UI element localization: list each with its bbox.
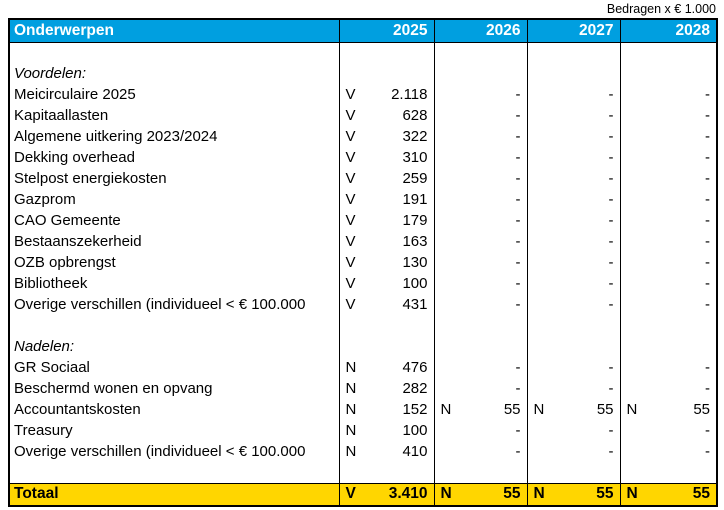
amount-sign: V: [345, 191, 356, 208]
amount-value: -: [608, 275, 614, 292]
amount-cell: [434, 462, 527, 483]
amount-value: -: [515, 191, 521, 208]
amount-cell: [527, 357, 620, 378]
amount-value: 163: [402, 233, 428, 250]
amount-cell: [339, 462, 434, 483]
amount-value: -: [608, 212, 614, 229]
amount-cell: [339, 42, 434, 63]
amount-cell: [527, 315, 620, 336]
amount-cell: [527, 168, 620, 189]
amount-cell: [434, 378, 527, 399]
budget-table: [8, 18, 718, 507]
amount-cell: [527, 462, 620, 483]
amount-sign: N: [345, 380, 357, 397]
amount-cell: [339, 336, 434, 357]
amount-cell: [339, 84, 434, 105]
amount-sign: N: [440, 401, 452, 418]
amount-value: -: [705, 191, 710, 208]
amount-cell: [434, 63, 527, 84]
table-row: [9, 273, 717, 294]
amount-value: 191: [402, 191, 428, 208]
amount-value: -: [608, 233, 614, 250]
amount-cell: [527, 63, 620, 84]
row-label: Stelpost energiekosten: [9, 168, 339, 189]
amount-cell: [527, 420, 620, 441]
amount-cell: [620, 273, 717, 294]
amount-cell: [527, 336, 620, 357]
table-row: [9, 294, 717, 315]
amount-cell: [339, 315, 434, 336]
amount-cell: [620, 105, 717, 126]
amount-cell: [620, 210, 717, 231]
amount-value: -: [515, 212, 521, 229]
table-row: [9, 315, 717, 336]
amount-value: -: [608, 107, 614, 124]
amount-value: -: [705, 212, 710, 229]
amount-value: 628: [402, 107, 428, 124]
total-value-2028: 55: [692, 485, 710, 503]
amount-value: -: [705, 275, 710, 292]
amount-value: -: [515, 275, 521, 292]
amount-value: -: [608, 86, 614, 103]
amount-cell: [434, 210, 527, 231]
amount-value: -: [608, 191, 614, 208]
row-label: [9, 462, 339, 483]
amount-sign: V: [345, 149, 356, 166]
amount-cell: [339, 105, 434, 126]
amount-cell: [434, 126, 527, 147]
amount-cell: [527, 399, 620, 420]
amount-cell: [620, 315, 717, 336]
amount-sign: N: [345, 401, 357, 418]
amount-value: 179: [402, 212, 428, 229]
amount-cell: [434, 189, 527, 210]
amount-cell: [620, 252, 717, 273]
amount-cell: [527, 147, 620, 168]
amount-cell: [620, 189, 717, 210]
amount-sign: N: [345, 359, 357, 376]
table-row: [9, 147, 717, 168]
total-value-2025: 3.410: [388, 485, 428, 503]
amount-cell: [527, 441, 620, 462]
amount-cell: [434, 336, 527, 357]
amount-cell: [620, 336, 717, 357]
amount-value: 100: [402, 275, 428, 292]
amount-cell: [434, 273, 527, 294]
amount-sign: V: [345, 212, 356, 229]
amount-cell: [620, 357, 717, 378]
amount-cell: [434, 441, 527, 462]
total-sign-2026: N: [440, 485, 452, 503]
amount-cell: [620, 462, 717, 483]
header-onderwerpen: Onderwerpen: [9, 19, 339, 42]
amount-cell: [339, 399, 434, 420]
amount-cell: [339, 420, 434, 441]
amount-value: -: [705, 254, 710, 271]
amount-value: 100: [402, 422, 428, 439]
amount-value: -: [515, 380, 521, 397]
amount-value: 55: [693, 401, 710, 418]
amount-value: -: [705, 86, 710, 103]
amount-value: -: [705, 107, 710, 124]
table-row: [9, 441, 717, 462]
amount-cell: [527, 42, 620, 63]
table-row: [9, 252, 717, 273]
amount-value: 310: [402, 149, 428, 166]
amount-cell: [620, 42, 717, 63]
amount-cell: [620, 168, 717, 189]
amount-value: -: [515, 149, 521, 166]
row-label: Treasury: [9, 420, 339, 441]
amount-cell: [527, 210, 620, 231]
amount-cell: [339, 189, 434, 210]
amount-cell: [339, 168, 434, 189]
total-cell-2025: [339, 483, 434, 506]
amount-cell: [434, 105, 527, 126]
total-cell-2026: [434, 483, 527, 506]
header-year-2028: 2028: [620, 19, 717, 42]
amount-value: -: [705, 380, 710, 397]
amount-sign: V: [345, 254, 356, 271]
header-year-2027: 2027: [527, 19, 620, 42]
amount-cell: [434, 315, 527, 336]
amount-value: -: [515, 254, 521, 271]
header-row: [9, 19, 717, 42]
amount-cell: [339, 273, 434, 294]
amount-sign: V: [345, 233, 356, 250]
table-row: [9, 231, 717, 252]
total-value-2027: 55: [596, 485, 614, 503]
amount-cell: [339, 63, 434, 84]
table-row: [9, 42, 717, 63]
total-sign-2025: V: [345, 485, 356, 503]
row-label: GR Sociaal: [9, 357, 339, 378]
amount-value: -: [608, 296, 614, 313]
amount-cell: [434, 420, 527, 441]
row-label: [9, 42, 339, 63]
amount-value: -: [705, 149, 710, 166]
table-row: [9, 105, 717, 126]
amount-cell: [339, 378, 434, 399]
table-row: [9, 189, 717, 210]
amount-value: 410: [402, 443, 428, 460]
amount-cell: [434, 147, 527, 168]
row-label: Bibliotheek: [9, 273, 339, 294]
amount-value: 130: [402, 254, 428, 271]
amount-cell: [620, 84, 717, 105]
amount-value: -: [705, 443, 710, 460]
table-body: [9, 42, 717, 483]
amount-value: -: [705, 233, 710, 250]
amount-value: -: [608, 443, 614, 460]
amount-value: -: [705, 170, 710, 187]
amount-cell: [527, 378, 620, 399]
amount-cell: [620, 378, 717, 399]
amount-value: 259: [402, 170, 428, 187]
amount-value: -: [515, 86, 521, 103]
amount-value: -: [515, 170, 521, 187]
table-row: [9, 378, 717, 399]
amount-value: 55: [596, 401, 614, 418]
amount-cell: [527, 84, 620, 105]
total-row: [9, 483, 717, 506]
header-year-2025: 2025: [339, 19, 434, 42]
row-label: Nadelen:: [9, 336, 339, 357]
row-label: Overige verschillen (individueel < € 100.000: [9, 441, 339, 462]
amount-cell: [434, 357, 527, 378]
amount-value: -: [515, 107, 521, 124]
row-label: Voordelen:: [9, 63, 339, 84]
table-row: [9, 399, 717, 420]
amount-value: -: [515, 359, 521, 376]
total-value-2026: 55: [503, 485, 521, 503]
amount-cell: [527, 189, 620, 210]
amount-value: -: [705, 359, 710, 376]
amount-value: -: [705, 128, 710, 145]
row-label: Kapitaallasten: [9, 105, 339, 126]
amount-cell: [339, 441, 434, 462]
amount-cell: [339, 231, 434, 252]
amount-value: -: [608, 380, 614, 397]
row-label: CAO Gemeente: [9, 210, 339, 231]
table-row: [9, 357, 717, 378]
table-row: [9, 126, 717, 147]
amount-cell: [527, 294, 620, 315]
table-row: [9, 462, 717, 483]
amount-cell: [339, 147, 434, 168]
amount-cell: [527, 231, 620, 252]
amount-cell: [620, 63, 717, 84]
amount-cell: [339, 126, 434, 147]
amount-sign: N: [533, 401, 545, 418]
table-row: [9, 168, 717, 189]
amount-cell: [339, 357, 434, 378]
amount-cell: [339, 210, 434, 231]
total-cell-2028: [620, 483, 717, 506]
amount-cell: [434, 168, 527, 189]
row-label: Overige verschillen (individueel < € 100.000: [9, 294, 339, 315]
amount-value: -: [608, 170, 614, 187]
amount-value: -: [515, 128, 521, 145]
amount-cell: [620, 294, 717, 315]
amount-value: -: [705, 422, 710, 439]
amount-value: 476: [402, 359, 428, 376]
header-year-2026: 2026: [434, 19, 527, 42]
row-label: Beschermd wonen en opvang: [9, 378, 339, 399]
amount-value: -: [515, 443, 521, 460]
amount-value: 55: [503, 401, 521, 418]
amount-sign: V: [345, 107, 356, 124]
amount-cell: [527, 105, 620, 126]
amount-sign: V: [345, 128, 356, 145]
amount-cell: [527, 126, 620, 147]
total-sign-2028: N: [626, 485, 638, 503]
total-cell-2027: [527, 483, 620, 506]
amount-sign: V: [345, 170, 356, 187]
amount-cell: [620, 147, 717, 168]
table-row: [9, 420, 717, 441]
amount-cell: [620, 441, 717, 462]
amount-value: -: [515, 233, 521, 250]
row-label: [9, 315, 339, 336]
amount-cell: [620, 420, 717, 441]
amount-sign: V: [345, 86, 356, 103]
table-row: [9, 210, 717, 231]
amount-value: -: [515, 422, 521, 439]
amount-cell: [434, 294, 527, 315]
amount-sign: V: [345, 275, 356, 292]
amount-cell: [434, 252, 527, 273]
amount-value: 431: [402, 296, 428, 313]
row-label: Meicirculaire 2025: [9, 84, 339, 105]
row-label: Bestaanszekerheid: [9, 231, 339, 252]
amount-sign: N: [345, 422, 357, 439]
amount-cell: [434, 42, 527, 63]
amount-value: 282: [402, 380, 428, 397]
amount-cell: [339, 294, 434, 315]
amount-cell: [620, 399, 717, 420]
amount-cell: [434, 84, 527, 105]
amount-value: -: [608, 359, 614, 376]
row-label: Gazprom: [9, 189, 339, 210]
amount-cell: [527, 252, 620, 273]
amounts-unit-note: Bedragen x € 1.000: [606, 2, 716, 16]
amount-value: -: [608, 128, 614, 145]
amount-cell: [434, 399, 527, 420]
amount-cell: [527, 273, 620, 294]
amount-cell: [434, 231, 527, 252]
amount-cell: [620, 126, 717, 147]
amount-value: 322: [402, 128, 428, 145]
amount-cell: [339, 252, 434, 273]
amount-value: -: [515, 296, 521, 313]
amount-sign: N: [345, 443, 357, 460]
amount-value: -: [705, 296, 710, 313]
table-row: [9, 84, 717, 105]
amount-value: 2.118: [391, 86, 428, 103]
amount-value: -: [608, 422, 614, 439]
amount-value: -: [608, 254, 614, 271]
amount-sign: V: [345, 296, 356, 313]
row-label: Accountantskosten: [9, 399, 339, 420]
amount-sign: N: [626, 401, 638, 418]
table-row: [9, 336, 717, 357]
row-label: Algemene uitkering 2023/2024: [9, 126, 339, 147]
amount-value: -: [608, 149, 614, 166]
total-label: Totaal: [9, 483, 339, 506]
table-row: [9, 63, 717, 84]
total-sign-2027: N: [533, 485, 545, 503]
amount-cell: [620, 231, 717, 252]
row-label: OZB opbrengst: [9, 252, 339, 273]
row-label: Dekking overhead: [9, 147, 339, 168]
amount-value: 152: [402, 401, 428, 418]
